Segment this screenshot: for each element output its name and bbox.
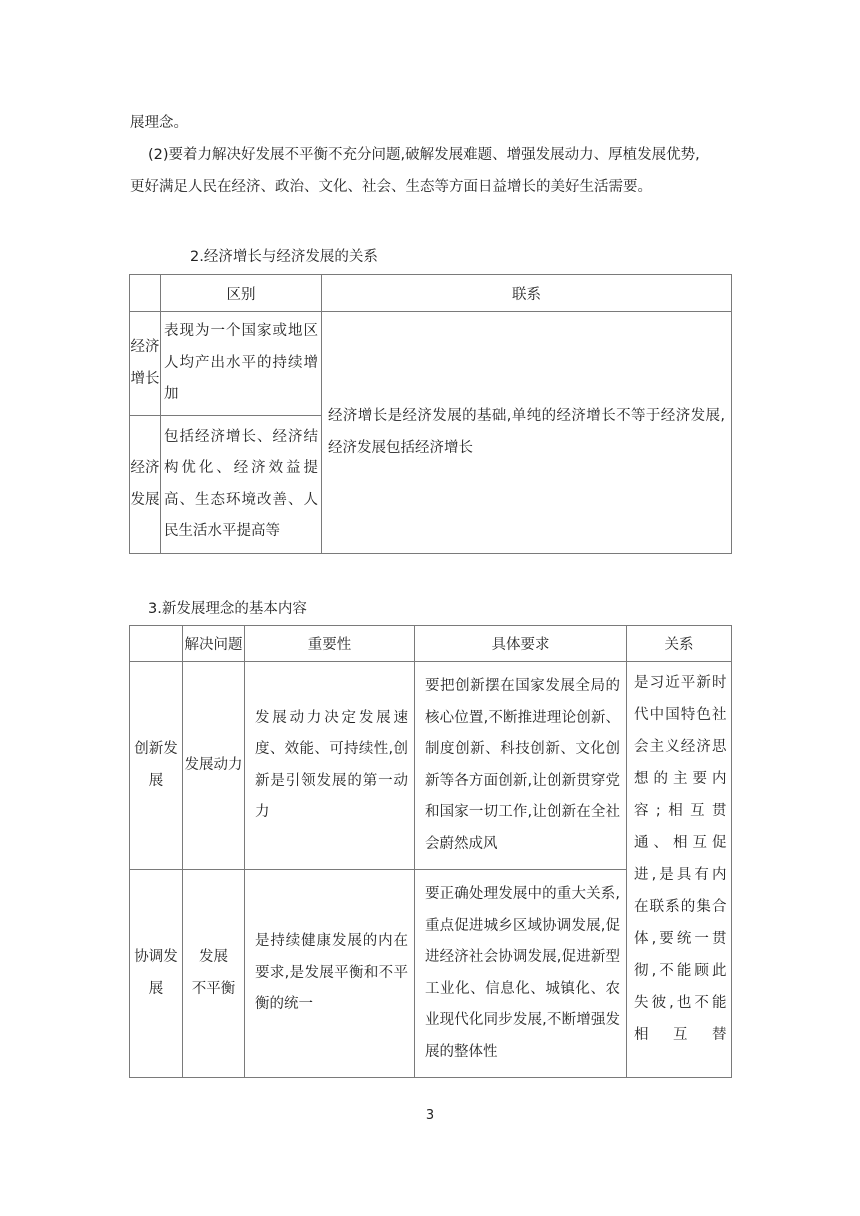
row-label-growth <box>130 312 161 416</box>
requirements-coordination: 要正确处理发展中的重大关系,重点促进城乡区域协调发展,促进经济社会协调发展,促进新型工业化、信息化、城镇化、农业现代化同步发展,不断增强发展的整体性 <box>415 870 627 1078</box>
importance-coordination: 是持续健康发展的内在要求,是发展平衡和不平衡的统一 <box>245 870 415 1078</box>
point-2-line-2: 更好满足人民在经济、政治、文化、社会、生态等方面日益增长的美好生活需要。 <box>130 179 652 195</box>
table3-row-innovation <box>130 662 732 870</box>
table2-header-difference: 区别 <box>161 275 322 312</box>
problem-coordination-line-2: 不平衡 <box>191 980 236 997</box>
concept-coordination-line-1: 协调发 <box>134 949 178 965</box>
concept-coordination-line-2: 展 <box>148 980 164 997</box>
development-difference-cell: 包括经济增长、经济结构优化、经济效益提高、生态环境改善、人民生活水平提高等 <box>161 416 322 554</box>
table3-header-requirements: 具体要求 <box>415 626 627 662</box>
table2-caption: 2.经济增长与经济发展的关系 <box>190 249 378 265</box>
table3-header-importance: 重要性 <box>245 626 415 662</box>
concept-innovation-line-2: 展 <box>148 772 164 789</box>
relation-cell <box>627 662 732 1078</box>
table2-header-connection: 联系 <box>322 275 732 312</box>
row-label-development <box>130 416 161 554</box>
requirements-innovation: 要把创新摆在国家发展全局的核心位置,不断推进理论创新、制度创新、科技创新、文化创新等各方面创新,让创新贯穿党和国家一切工作,让创新在全社会蔚然成风 <box>415 662 627 870</box>
point-2-line-1: (2)要着力解决好发展不平衡不充分问题,破解发展难题、增强发展动力、厚植发展优势, <box>148 147 700 163</box>
row-label-growth-line-2: 增长 <box>130 370 160 387</box>
row-label-development-line-2: 发展 <box>130 491 160 508</box>
table3-header-relation: 关系 <box>627 626 732 662</box>
row-label-growth-line-1: 经济 <box>130 339 160 355</box>
intro-line-0: 展理念。 <box>130 115 188 131</box>
concept-innovation <box>130 662 183 870</box>
relation-text: 是习近平新时代中国特色社会主义经济思想的主要内容;相互贯通、相互促进,是具有内在联系的集合体,要统一贯彻,不能顾此失彼,也不能相互替 <box>634 675 727 1043</box>
problem-coordination-line-1: 发展 <box>199 949 228 965</box>
connection-cell: 经济增长是经济发展的基础,单纯的经济增长不等于经济发展,经济发展包括经济增长 <box>322 312 732 554</box>
row-label-development-line-1: 经济 <box>130 460 160 476</box>
table2-header-blank <box>130 275 161 312</box>
concept-innovation-line-1: 创新发 <box>134 741 178 757</box>
growth-development-table <box>129 274 732 554</box>
table3-header-blank <box>130 626 183 662</box>
new-development-concepts-table <box>129 625 732 1078</box>
growth-difference-cell: 表现为一个国家或地区人均产出水平的持续增加 <box>161 312 322 416</box>
concept-coordination <box>130 870 183 1078</box>
problem-coordination <box>183 870 245 1078</box>
table2-row-growth <box>130 312 732 416</box>
problem-innovation: 发展动力 <box>183 662 245 870</box>
table3-header-problem: 解决问题 <box>183 626 245 662</box>
importance-innovation: 发展动力决定发展速度、效能、可持续性,创新是引领发展的第一动力 <box>245 662 415 870</box>
table2-header-row <box>130 275 732 312</box>
table3-header-row <box>130 626 732 662</box>
table3-caption: 3.新发展理念的基本内容 <box>148 601 307 617</box>
page-number: 3 <box>425 1108 435 1123</box>
